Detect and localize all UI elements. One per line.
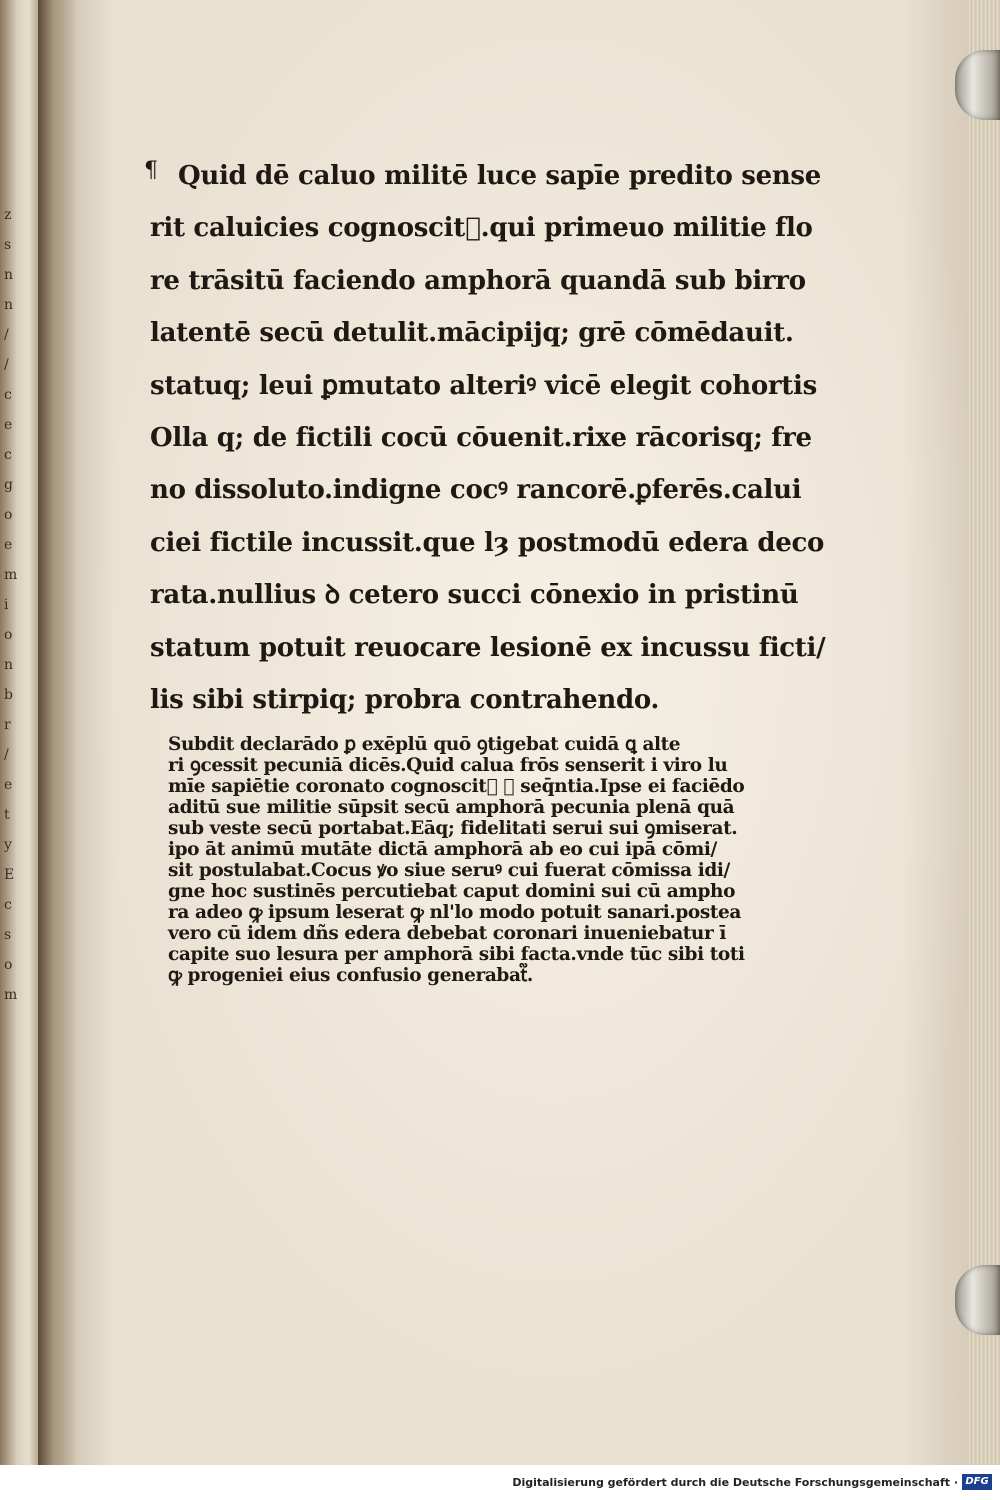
marginal-mark: o [4,957,13,973]
marginal-mark: n [4,267,14,283]
marginal-mark: z [4,207,12,223]
marginal-mark: / [4,357,9,373]
marginal-mark: n [4,297,14,313]
commentary-line: sub veste secū portabat.Eāq; fidelitati serui sui ꝯmiserat. [168,818,738,840]
commentary-line: ri ꝯcessit pecuniā dicēs.Quid calua frōs senserit i viro lu [168,755,728,777]
main-text-line: ciei fictile incussit.que lȝ postmodū edera deco [150,527,825,558]
commentary-line: mīe sapiētie coronato cognoscit᷑ ꝑ seq̄ntia.Ipse ei faciēdo [168,776,745,798]
main-text-line: lis sibi stirpiq; probra contrahendo. [150,684,660,715]
commentary-line: ra adeo ꝙ ipsum leserat ꝙ nl'lo modo potuit sanari.postea [168,902,741,924]
marginal-mark: m [4,567,18,583]
marginal-mark: o [4,627,13,643]
clasp-top [955,50,1000,120]
main-text-line: Olla q; de fictili cocū cōuenit.rixe rācorisq; fre [150,422,812,453]
marginal-mark: r [4,717,11,733]
commentary-line: ipo āt animū mutāte dictā amphorā ab eo cui ipā cōmi/ [168,839,717,861]
main-text-line: rit caluicies cognoscit᷑.qui primeuo militie flo [150,213,813,244]
marginal-mark: c [4,897,12,913]
marginal-mark: E [4,867,15,883]
marginal-mark: s [4,927,12,943]
marginal-mark: / [4,747,9,763]
marginal-mark: b [4,687,13,703]
commentary-line: Subdit declarādo ꝑ exēplū quō ꝯtigebat cuidā ꝗ alte [168,734,681,756]
marginal-mark: n [4,657,14,673]
commentary-text [150,734,780,986]
gutter-shadow [38,0,78,1465]
commentary-line: aditū sue militie sūpsit secū amphorā pecunia plenā quā [168,797,735,819]
main-text-line: statuq; leui ꝑmutato alteriꝰ vicē elegit cohortis [150,370,817,401]
marginal-mark: e [4,417,13,433]
marginal-mark: y [4,837,12,853]
marginal-mark: m [4,987,18,1003]
main-text-line: re trāsitū faciendo amphorā quandā sub birro [150,265,806,296]
marginal-mark: g [4,477,13,493]
commentary-line: ꝙ progeniei eius confusio generabat᷑. [168,965,533,987]
marginal-mark: t [4,807,10,823]
commentary-line: gne hoc sustinēs percutiebat caput domini sui cū ampho [168,881,736,903]
text-block [144,150,826,987]
marginal-mark: c [4,447,12,463]
main-text-line: statum potuit reuocare lesionē ex incussu ficti/ [150,632,826,663]
marginal-mark: e [4,537,13,553]
main-text-line: latentē secū detulit.mācipijq; grē cōmēdauit. [150,318,794,349]
footer-bar [0,1465,1000,1500]
pilcrow-mark: ¶ [144,158,158,183]
left-page-marginalia [4,200,32,1010]
dfg-logo: DFG [962,1474,992,1490]
marginal-mark: e [4,777,13,793]
main-text [150,150,826,726]
main-text-line: rata.nullius ꝺ cetero succi cōnexio in pristinū [150,580,799,611]
page-stack-edge [968,0,1000,1465]
marginal-mark: s [4,237,12,253]
footer-credit: Digitalisierung gefördert durch die Deutsche Forschungsgemeinschaft · [512,1476,958,1489]
marginal-mark: / [4,327,9,343]
marginal-mark: i [4,597,9,613]
commentary-line: vero cū idem dñs edera debebat coronari inueniebatur ī [168,923,726,945]
marginal-mark: o [4,507,13,523]
commentary-line: sit postulabat.Cocus ꝟo siue seruꝰ cui fuerat cōmissa idi/ [168,860,730,882]
main-text-line: Quid dē caluo militē luce sapīe predito sense [178,161,822,191]
commentary-line: capite suo lesura per amphorā sibi facta.vnde tūc sibi toti [168,944,745,966]
left-facing-page [0,0,38,1465]
main-text-line: no dissoluto.indigne cocꝰ rancorē.ꝑferēs.calui [150,475,802,506]
clasp-bottom [955,1265,1000,1335]
marginal-mark: c [4,387,12,403]
